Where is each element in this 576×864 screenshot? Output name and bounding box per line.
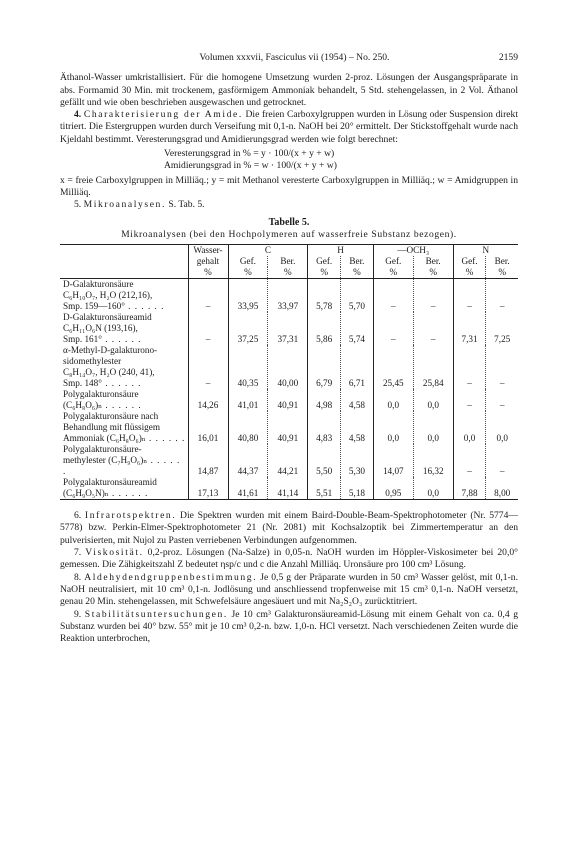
value-water: 16,01 <box>188 411 228 444</box>
value-h-ber: 5,74 <box>341 312 374 345</box>
value-c-ber: 41,14 <box>268 477 308 500</box>
value-h-gef: 5,86 <box>308 312 341 345</box>
table-row <box>60 411 518 444</box>
substance-cell <box>60 312 188 345</box>
value-c-gef: 40,80 <box>228 411 268 444</box>
table-row <box>60 444 518 477</box>
value-o-ber: – <box>413 279 453 313</box>
page-number: 2159 <box>498 52 518 63</box>
substance-line: C₆H₁₀O₇, H₂O (212,16), <box>63 290 153 301</box>
value-n-ber: – <box>486 345 518 389</box>
header-h-ber: Ber. <box>341 256 374 267</box>
section-7-text: 0,2-proz. Lösungen (Na-Salze) in 0,05-n. NaOH wurden im Höppler-Viskosimeter bei 20,0° gemessen. Die Zähigkeitszahl Z bedeutet ηsp/c und c die Anzahl Milliäq. Uronsäure pro 100 cm³ Lösung. <box>60 547 518 571</box>
value-n-ber: – <box>486 279 518 313</box>
value-c-gef: 33,95 <box>228 279 268 313</box>
header-och3: —OCH₃ <box>373 245 453 257</box>
substance-line: C₆H₁₁O₆N (193,16), <box>63 323 138 334</box>
table-row <box>60 477 518 500</box>
table-title: Tabelle 5. <box>268 216 310 228</box>
substance-cell <box>60 477 188 500</box>
substance-line: Ammoniak (C₆H₈O₆)ₙ . . . <box>63 433 186 444</box>
substance-line: α-Methyl-D-galakturono- <box>63 345 158 356</box>
substance-line: Smp. 161° . . . <box>63 334 186 345</box>
value-o-ber: 16,32 <box>413 444 453 477</box>
unit-h-ber: % <box>341 267 374 279</box>
substance-line: C₈H₁₄O₇, H₂O (240, 41), <box>63 367 155 378</box>
table-row <box>60 312 518 345</box>
value-c-gef: 37,25 <box>228 312 268 345</box>
value-n-ber: 8,00 <box>486 477 518 500</box>
substance-line: Polygalakturonsäureamid <box>63 477 157 488</box>
section-7-title: Viskosität. <box>85 547 144 559</box>
value-o-gef: 14,07 <box>373 444 413 477</box>
unit-o-gef: % <box>373 267 413 279</box>
value-h-ber: 6,71 <box>341 345 374 389</box>
section-6: 6. Infrarotspektren. Die Spektren wurden mit einem Baird-Double-Beam-Spektrophotometer (Nr. 5774—5778) bzw. Perkin-Elmer-Spektrophotometer 21 (Nr. 2081) mit Kochsalzoptik bei Zimmertemperatur an den pulverisierten, mit Nujol zu Pasten verriebenen Verbindungen aufgenommen. <box>60 510 518 546</box>
substance-line: Smp. 148° . . . <box>63 378 186 389</box>
variable-legend: x = freie Carboxylgruppen in Milliäq.; y = mit Methanol veresterte Carboxylgruppen in Milliäq.; w = Amidgruppen in Milliäq. <box>60 174 518 198</box>
substance-line: sidomethylester <box>63 356 122 367</box>
formula-block <box>164 148 518 173</box>
header-h-gef: Gef. <box>308 256 341 267</box>
value-n-gef: – <box>453 444 486 477</box>
value-o-ber: 25,84 <box>413 345 453 389</box>
section-6-title: Infrarotspektren. <box>84 510 177 522</box>
running-header <box>60 52 518 64</box>
section-4: 4. Charakterisierung der Amide. Die freien Carboxylgruppen wurden in Lösung oder Suspension direkt titriert. Die Estergruppen wurden durch Verseifung mit 0,1-n. NaOH bei 20° ermittelt. Der Stickstoffgehalt wurde nach Kjeldahl bestimmt. Veresterungsgrad und Amidierungsgrad werden wie folgt berechnet: <box>60 109 518 145</box>
value-c-ber: 33,97 <box>268 279 308 313</box>
paragraph-continuation: Äthanol-Wasser umkristallisiert. Für die homogene Umsetzung wurden 2-proz. Lösungen der Ausgangspräparate in abs. Formamid 30 Min. mit trockenem, gasförmigem Ammoniak behandelt, 5 Std. stehengelassen, in 2 Vol. Äthanol gefällt und wie oben beschrieben ausgewaschen und getrocknet. <box>60 72 518 108</box>
header-o-gef: Gef. <box>373 256 413 267</box>
section-4-text: Die freien Carboxylgruppen wurden in Lösung oder Suspension direkt titriert. Die Estergruppen wurden durch Verseifung mit 0,1-n. NaOH bei 20° ermittelt. Der Stickstoffgehalt wurde nach Kjeldahl bestimmt. Veresterungsgrad und Amidierungsgrad werden wie folgt berechnet: <box>60 109 518 145</box>
journal-reference: Volumen xxxvii, Fasciculus vii (1954) – No. 250. <box>199 52 390 63</box>
value-n-ber: – <box>486 389 518 411</box>
value-h-gef: 6,79 <box>308 345 341 389</box>
value-c-ber: 37,31 <box>268 312 308 345</box>
value-h-ber: 5,30 <box>341 444 374 477</box>
value-o-gef: – <box>373 279 413 313</box>
header-c: C <box>228 245 308 257</box>
value-h-gef: 5,50 <box>308 444 341 477</box>
unit-water: % <box>188 267 228 279</box>
value-c-gef: 41,61 <box>228 477 268 500</box>
unit-c-ber: % <box>268 267 308 279</box>
value-n-gef: – <box>453 279 486 313</box>
section-9-title: Stabilitätsuntersuchungen. <box>84 608 228 620</box>
section-4-title: Charakterisierung der Amide. <box>83 109 243 121</box>
header-water-2: gehalt <box>188 256 228 267</box>
section-5-title: Mikroanalysen. <box>83 199 166 211</box>
section-8-title: Aldehydendgruppenbestimmung. <box>84 571 258 583</box>
value-water: – <box>188 312 228 345</box>
value-o-gef: 0,95 <box>373 477 413 500</box>
microanalysis-table <box>60 244 518 500</box>
substance-line: (C₆H₉O₅N)ₙ . . . <box>63 488 186 499</box>
value-c-gef: 41,01 <box>228 389 268 411</box>
value-n-ber: 0,0 <box>486 411 518 444</box>
header-h: H <box>308 245 374 257</box>
substance-line: D-Galakturonsäure <box>63 279 134 290</box>
formula-veresterung: Veresterungsgrad in % = y · 100/(x + y + w) <box>164 148 335 160</box>
value-n-gef: 7,88 <box>453 477 486 500</box>
section-9-text: Je 10 cm³ Galakturonsäureamid-Lösung mit einem Gehalt von ca. 0,4 g Substanz wurden bei 40° bzw. 55° mit je 10 cm³ 0,2-n. bzw. 1,0-n. HCl versetzt. Nach verschiedenen Zeiten wurde die Reaktion unterbrochen, <box>60 608 518 645</box>
value-n-gef: – <box>453 345 486 389</box>
unit-h-gef: % <box>308 267 341 279</box>
value-c-ber: 40,91 <box>268 389 308 411</box>
page <box>60 52 518 645</box>
value-c-gef: 44,37 <box>228 444 268 477</box>
value-n-gef: – <box>453 389 486 411</box>
substance-cell <box>60 389 188 411</box>
section-7: 7. Viskosität. 0,2-proz. Lösungen (Na-Salze) in 0,05-n. NaOH wurden im Höppler-Viskosimeter bei 20,0° gemessen. Die Zähigkeitszahl Z bedeutet ηsp/c und c die Anzahl Milliäq. Uronsäure pro 100 cm³ Lösung. <box>60 547 518 571</box>
value-h-ber: 5,18 <box>341 477 374 500</box>
header-water: Wasser- <box>188 245 228 257</box>
substance-line: Polygalakturonsäure nach <box>63 411 159 422</box>
value-water: – <box>188 279 228 313</box>
substance-cell <box>60 444 188 477</box>
value-n-gef: 0,0 <box>453 411 486 444</box>
table-subtitle: Mikroanalysen (bei den Hochpolymeren auf wasserfreie Substanz bezogen). <box>121 228 457 240</box>
value-h-ber: 5,70 <box>341 279 374 313</box>
table-row <box>60 279 518 313</box>
value-o-gef: 0,0 <box>373 411 413 444</box>
header-c-ber: Ber. <box>268 256 308 267</box>
value-c-gef: 40,35 <box>228 345 268 389</box>
header-c-gef: Gef. <box>228 256 268 267</box>
value-h-ber: 4,58 <box>341 389 374 411</box>
substance-line: methylester (C₇H₉O₆)ₙ . . . <box>63 455 186 477</box>
substance-cell <box>60 279 188 313</box>
unit-n-ber: % <box>486 267 518 279</box>
table-row <box>60 389 518 411</box>
value-n-ber: – <box>486 444 518 477</box>
header-n-gef: Gef. <box>453 256 486 267</box>
table-row <box>60 345 518 389</box>
formula-amidierung: Amidierungsgrad in % = w · 100/(x + y + w) <box>164 160 337 172</box>
value-c-ber: 44,21 <box>268 444 308 477</box>
section-8-text: Je 0,5 g der Präparate wurden in 50 cm³ Wasser gelöst, mit 0,1-n. NaOH neutralisiert, mit 10 cm³ 0,1-n. Jodlösung und anschliessend tropfenweise mit 15 cm³ 0,1-n. NaOH versetzt, genau 20 Min. stehengelassen, mit Schwefelsäure angesäuert und mit Na₂S₂O₃ zurücktitriert. <box>60 571 518 608</box>
value-water: 14,26 <box>188 389 228 411</box>
value-h-gef: 4,98 <box>308 389 341 411</box>
value-n-ber: 7,25 <box>486 312 518 345</box>
value-o-ber: 0,0 <box>413 389 453 411</box>
section-5: 5. Mikroanalysen. S. Tab. 5. <box>74 199 205 211</box>
substance-line: Polygalakturonsäure- <box>63 444 142 455</box>
value-h-gef: 4,83 <box>308 411 341 444</box>
value-water: 14,87 <box>188 444 228 477</box>
value-water: – <box>188 345 228 389</box>
substance-cell <box>60 411 188 444</box>
value-o-ber: 0,0 <box>413 477 453 500</box>
unit-n-gef: % <box>453 267 486 279</box>
substance-line: Smp. 159—160° . . . <box>63 301 186 312</box>
section-9: 9. Stabilitätsuntersuchungen. Je 10 cm³ Galakturonsäureamid-Lösung mit einem Gehalt von ca. 0,4 g Substanz wurden bei 40° bzw. 55° mit je 10 cm³ 0,2-n. bzw. 1,0-n. HCl versetzt. Nach verschiedenen Zeiten wurde die Reaktion unterbrochen, <box>60 608 518 645</box>
substance-line: (C₆H₈O₆)ₙ . . . <box>63 400 186 411</box>
value-o-gef: 25,45 <box>373 345 413 389</box>
header-o-ber: Ber. <box>413 256 453 267</box>
value-o-gef: 0,0 <box>373 389 413 411</box>
header-n: N <box>453 245 518 257</box>
value-h-gef: 5,78 <box>308 279 341 313</box>
value-o-ber: – <box>413 312 453 345</box>
value-h-gef: 5,51 <box>308 477 341 500</box>
value-c-ber: 40,00 <box>268 345 308 389</box>
section-5-text: S. Tab. 5. <box>168 199 205 211</box>
unit-o-ber: % <box>413 267 453 279</box>
section-6-text: Die Spektren wurden mit einem Baird-Double-Beam-Spektrophotometer (Nr. 5774—5778) bzw. Perkin-Elmer-Spektrophotometer 21 (Nr. 2081) mit Kochsalzoptik bei Zimmertemperatur an den pulverisierten, mit Nujol zu Pasten verriebenen Verbindungen aufgenommen. <box>60 510 518 546</box>
value-c-ber: 40,91 <box>268 411 308 444</box>
header-n-ber: Ber. <box>486 256 518 267</box>
substance-line: Behandlung mit flüssigem <box>63 422 160 433</box>
value-o-ber: 0,0 <box>413 411 453 444</box>
value-n-gef: 7,31 <box>453 312 486 345</box>
unit-c-gef: % <box>228 267 268 279</box>
substance-line: Polygalakturonsäure <box>63 389 139 400</box>
value-o-gef: – <box>373 312 413 345</box>
substance-cell <box>60 345 188 389</box>
value-h-ber: 4,58 <box>341 411 374 444</box>
value-water: 17,13 <box>188 477 228 500</box>
section-8: 8. Aldehydendgruppenbestimmung. Je 0,5 g der Präparate wurden in 50 cm³ Wasser gelöst, mit 0,1-n. NaOH neutralisiert, mit 10 cm³ 0,1-n. Jodlösung und anschliessend tropfenweise mit 15 cm³ 0,1-n. NaOH versetzt, genau 20 Min. stehengelassen, mit Schwefelsäure angesäuert und mit Na₂S₂O₃ zurücktitriert. <box>60 571 518 608</box>
substance-line: D-Galakturonsäureamid <box>63 312 152 323</box>
